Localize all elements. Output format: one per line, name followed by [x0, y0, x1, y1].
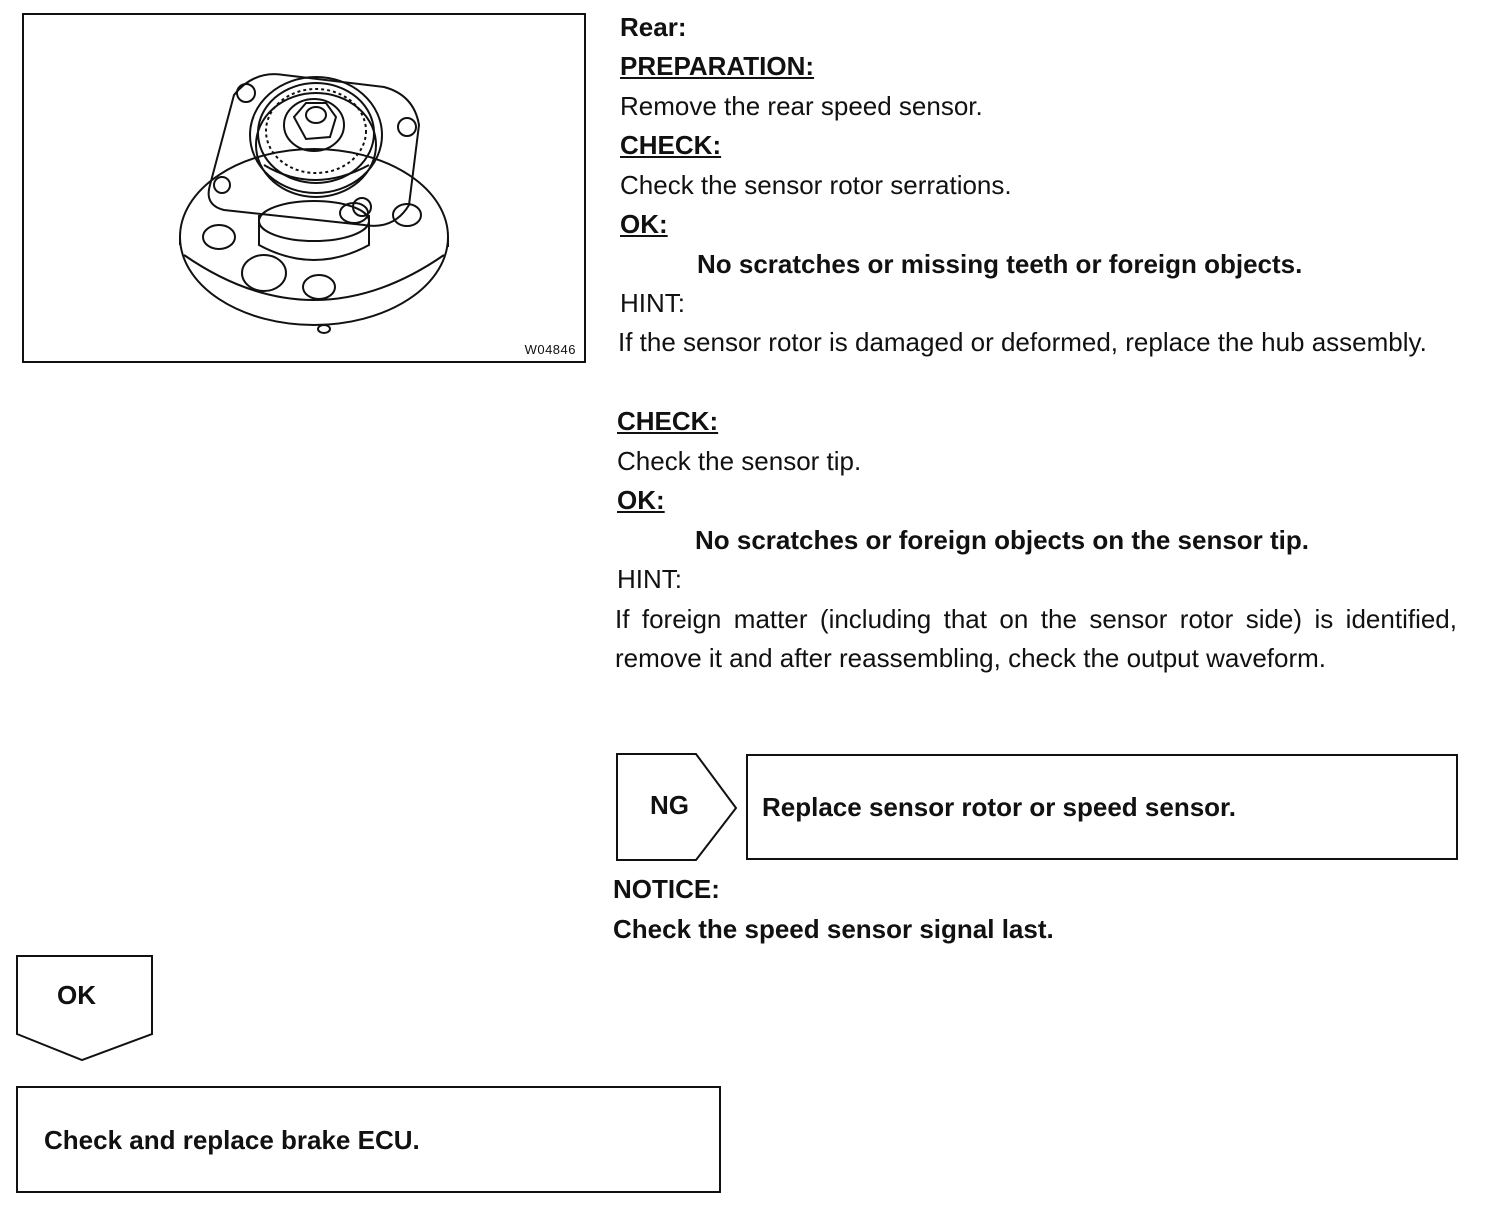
rear-hub-assembly-icon — [24, 15, 584, 361]
notice-text: Check the speed sensor signal last. — [613, 914, 1054, 944]
ok-action-box — [16, 1086, 721, 1193]
check1-text: Check the sensor rotor serrations. — [620, 170, 1012, 200]
notice-label: NOTICE: — [613, 874, 720, 904]
check2-text: Check the sensor tip. — [617, 446, 862, 476]
check2-label: CHECK: — [617, 406, 719, 436]
ng-tag: NG — [650, 790, 689, 820]
ng-action-box — [746, 754, 1458, 860]
section-heading: Rear: — [620, 12, 687, 42]
figure-code: W04846 — [524, 342, 576, 357]
check1-label: CHECK: — [620, 130, 722, 160]
check2-hint-text: If foreign matter (including that on the sensor rotor side) is identified, remove it and after reassembling, check the output waveform. — [615, 604, 1457, 673]
check1-ok-text: No scratches or missing teeth or foreign objects. — [697, 249, 1303, 279]
hub-illustration — [22, 13, 586, 363]
check1-hint-label: HINT: — [620, 288, 685, 318]
ok-action-text: Check and replace brake ECU. — [44, 1125, 420, 1155]
preparation-text: Remove the rear speed sensor. — [620, 91, 983, 121]
check2-ok-text: No scratches or foreign objects on the sensor tip. — [695, 525, 1310, 555]
ng-action-text: Replace sensor rotor or speed sensor. — [762, 792, 1236, 822]
check2-ok-label: OK: — [617, 485, 665, 515]
preparation-label: PREPARATION: — [620, 51, 815, 81]
check2-hint-label: HINT: — [617, 564, 682, 594]
check1-ok-label: OK: — [620, 209, 668, 239]
ok-tag: OK — [57, 980, 96, 1010]
check1-hint-text: If the sensor rotor is damaged or deformed, replace the hub assembly. — [618, 327, 1427, 357]
